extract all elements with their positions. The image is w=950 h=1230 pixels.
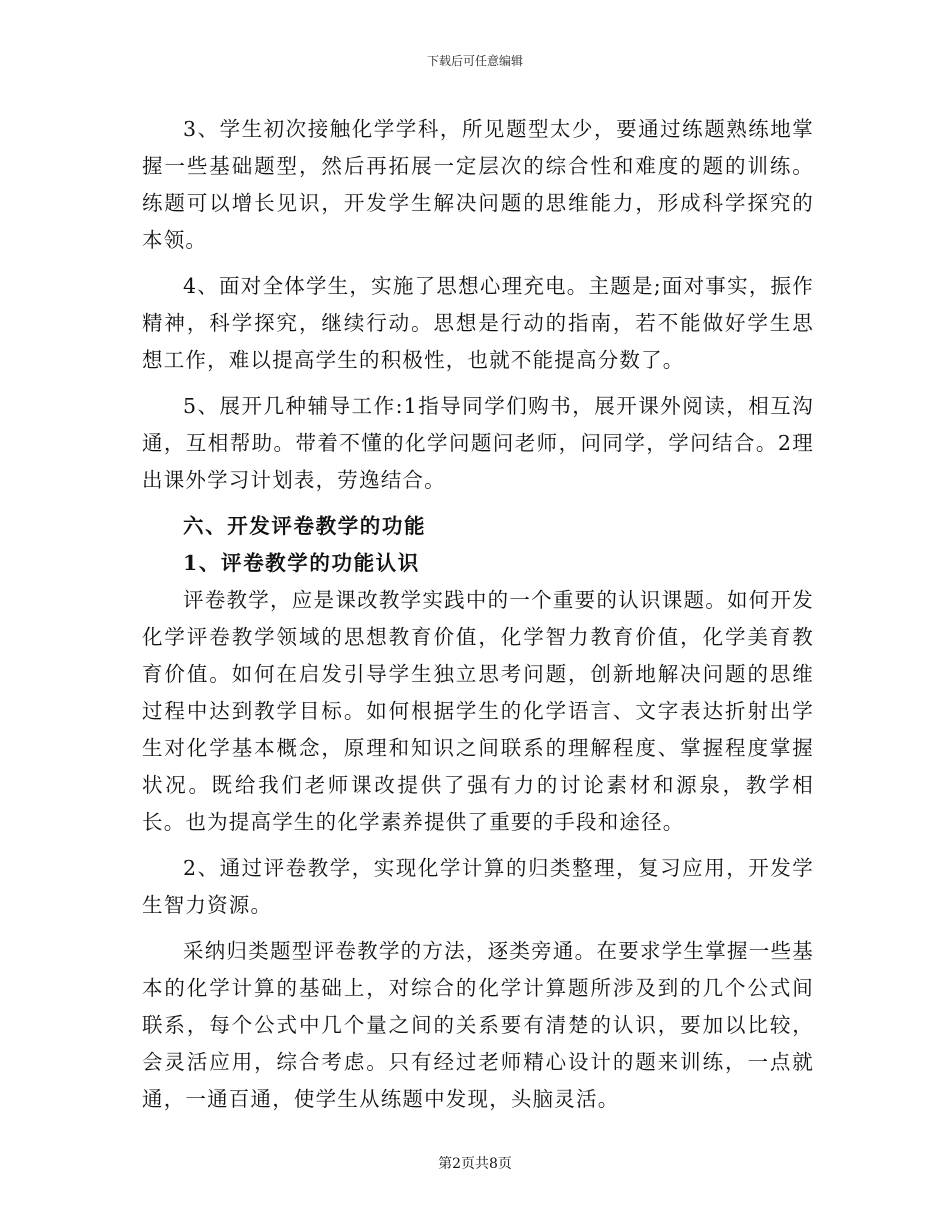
page-number: 第2页共8页 <box>438 1156 512 1172</box>
paragraph-item-4: 4、面对全体学生，实施了思想心理充电。主题是;面对事实，振作精神，科学探究，继续行动。思想是行动的指南，若不能做好学生思想工作，难以提高学生的积极性，也就不能提高分数了。 <box>142 274 814 372</box>
paragraph-evaluation-teaching: 评卷教学，应是课改教学实践中的一个重要的认识课题。如何开发化学评卷教学领域的思想教育价值，化学智力教育价值，化学美育教育价值。如何在启发引导学生独立思考问题，创新地解决问题的思维过程中达到教学目标。如何根据学生的化学语言、文字表达折射出学生对化学基本概念，原理和知识之间联系的理解程度、掌握程度掌握状况。既给我们老师课改提供了强有力的讨论素材和源泉，教学相长。也为提高学生的化学素养提供了重要的手段和途径。 <box>142 588 814 834</box>
document-body <box>142 111 814 1118</box>
paragraph-classification-method: 采纳归类题型评卷教学的方法，逐类旁通。在要求学生掌握一些基本的化学计算的基础上，对综合的化学计算题所涉及到的几个公式间联系，每个公式中几个量之间的关系要有清楚的认识，要加以比较，会灵活应用，综合考虑。只有经过老师精心设计的题来训练，一点就通，一通百通，使学生从练题中发现，头脑灵活。 <box>142 939 814 1111</box>
paragraph-item-5: 5、展开几种辅导工作:1指导同学们购书，展开课外阅读，相互沟通，互相帮助。带着不懂的化学问题问老师，问同学，学问结合。2理出课外学习计划表，劳逸结合。 <box>142 394 814 492</box>
paragraph-item-2: 2、通过评卷教学，实现化学计算的归类整理，复习应用，开发学生智力资源。 <box>142 856 814 917</box>
section-heading: 六、开发评卷教学的功能 <box>183 514 427 538</box>
subsection-heading: 1、评卷教学的功能认识 <box>183 551 420 575</box>
page-header-note: 下载后可任意编辑 <box>426 54 523 68</box>
paragraph-item-3: 3、学生初次接触化学学科，所见题型太少，要通过练题熟练地掌握一些基础题型，然后再拓展一定层次的综合性和难度的题的训练。练题可以增长见识，开发学生解决问题的思维能力，形成科学探究的本领。 <box>142 117 814 252</box>
